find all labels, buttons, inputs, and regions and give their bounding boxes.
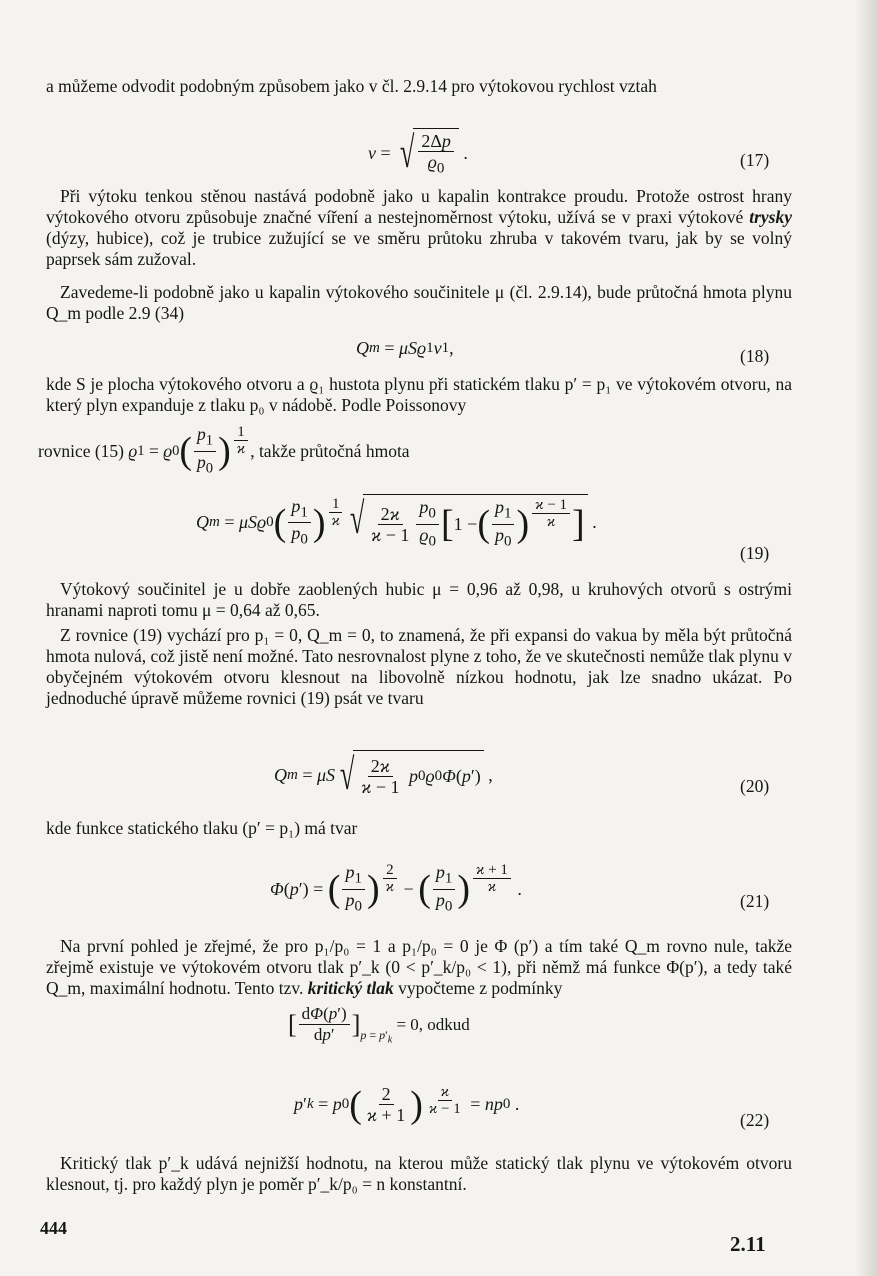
paragraph-function: kde funkce statického tlaku (p′ = p₁) má tvar <box>46 818 358 838</box>
equation-number-20: (20) <box>740 776 770 796</box>
paragraph-density: kde S je plocha výtokového otvoru a ϱ₁ hustota plynu při statickém tlaku p′ = p₁ ve výtokovém otvoru, na který plyn expanduje z tlaku p₀ v nádobě. Podle Poissonovy <box>46 374 792 415</box>
equation-number-21: (21) <box>740 891 770 911</box>
poisson-line: rovnice (15) ϱ 1 = ϱ 0 ( $p_1$ $p_0$ ) $^{\frac{1}{ϰ}}$ , takže průtočná hmota <box>38 424 410 476</box>
equation-18: Q m = μSϱ 1 v 1 , <box>356 338 454 358</box>
paragraph-coefficient: Zavedeme-li podobně jako u kapalin výtokového součinitele μ (čl. 2.9.14), bude průtočná hmota plynu Q_m podle 2.9 (34) <box>46 282 792 323</box>
equation-21: Φ ( p ′) = ( $p_1$ $p_0$ ) $^{\frac{2}{ϰ}}$ − ( $p_1$ $p_0$ ) $^{\frac{ϰ + 1}{ϰ}}$ . <box>270 862 522 915</box>
equation-number-17: (17) <box>740 150 770 170</box>
condition-derivative: [ dΦ(p′) dp′ ] $_{p = p '_k}$ = 0, odkud <box>288 1004 470 1045</box>
page-number: 444 <box>40 1218 67 1238</box>
equation-22: p ′ k = p 0 ( 2 ϰ + 1 ) $^{\frac{ϰ}{ϰ - 1}}$ = np 0 . <box>294 1083 520 1126</box>
equation-19: Q m = μSϱ 0 ( $p_1$ $p_0$ ) $^{\frac{1}{ϰ}}$ √ 2ϰ ϰ − 1 $p_0$ $ϱ_0$ [ 1 − ( $p_1$ $p_0$ ) $^{\frac{ϰ - 1}{ϰ}}$ ] . <box>196 494 597 550</box>
paragraph-critical: Na první pohled je zřejmé, že pro p₁/p₀ = 1 a p₁/p₀ = 0 je Φ (p′) a tím také Q_m rovno nule, takže zřejmě existuje ve výtokovém otvoru tlak p′_k (0 < p′_k/p₀ < 1), při němž má funkce Φ(p′), a tedy také Q_m, maximální hodnotu. Tento tzv. kritický tlak vypočteme z podmínky <box>46 936 792 998</box>
paragraph-coefficient-values: Výtokový součinitel je u dobře zaoblených hubic μ = 0,96 až 0,98, u kruhových otvorů s ostrými hranami naproti tomu μ = 0,64 až 0,65. <box>46 579 792 620</box>
equation-17: v = √ 2Δp $ϱ_0$ . <box>368 128 468 177</box>
equation-number-22: (22) <box>740 1110 770 1130</box>
paragraph-nozzles: Při výtoku tenkou stěnou nastává podobně jako u kapalin kontrakce proudu. Protože ostrost hrany výtokového otvoru způsobuje značné víření a nestejnoměrnost výtoku, užívá se v praxi výtokové trysky (dýzy, hubice), což je trubice zužující se ve směru průtoku zhruba v takovém tvaru, jak by se volný paprsek sám zužoval. <box>46 186 792 269</box>
paragraph-intro: a můžeme odvodit podobným způsobem jako v čl. 2.9.14 pro výtokovou rychlost vztah <box>46 76 657 96</box>
paragraph-vacuum: Z rovnice (19) vychází pro p₁ = 0, Q_m = 0, to znamená, že při expansi do vakua by měla být průtočná hmota nulová, což jistě není možné. Tato nesrovnalost plyne z toho, že ve skutečnosti nemůže tlak plynu v obyčejném výtokovém otvoru klesnout na libovolně nízkou hodnotu, jak lze snadno ukázat. Po jednoduché úpravě můžeme rovnici (19) psát ve tvaru <box>46 625 792 708</box>
paragraph-critical-ratio: Kritický tlak p′_k udává nejnižší hodnotu, na kterou může statický tlak plynu ve výtokovém otvoru klesnout, tj. pro každý plyn je poměr p′_k/p₀ = n konstantní. <box>46 1153 792 1194</box>
equation-20: Q m = μS √ 2ϰ ϰ − 1 p 0 ϱ 0 Φ ( p ′) , <box>274 750 493 799</box>
page-edge-shadow <box>855 0 877 1276</box>
equation-number-19: (19) <box>740 543 770 563</box>
equation-number-18: (18) <box>740 346 770 366</box>
section-number: 2.11 <box>730 1232 766 1256</box>
